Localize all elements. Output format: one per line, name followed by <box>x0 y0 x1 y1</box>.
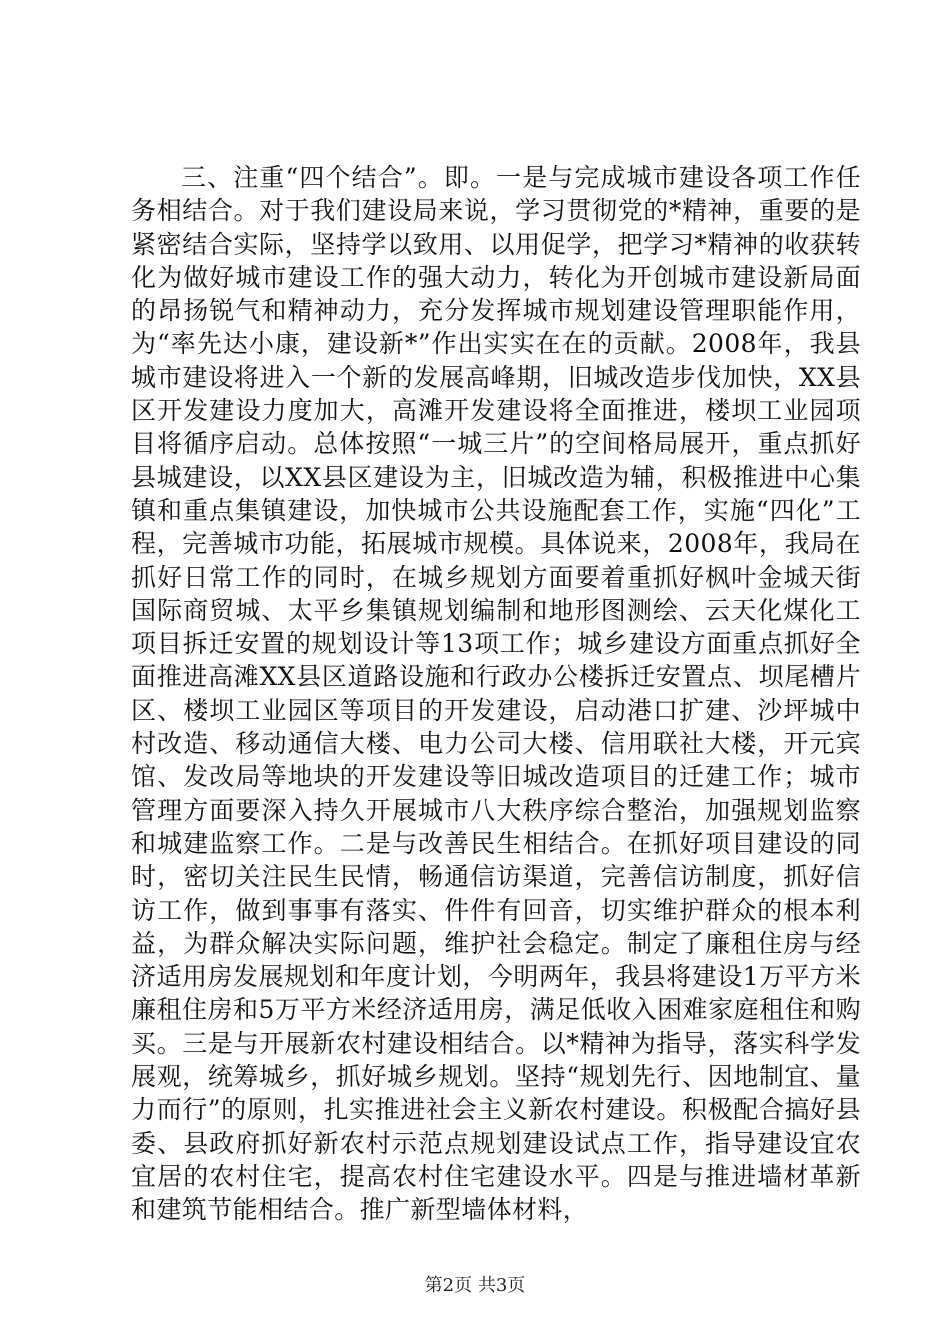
body-paragraph: 三、注重“四个结合”。即。一是与完成城市建设各项工作任务相结合。对于我们建设局来说，学习贯彻党的*精神，重要的是紧密结合实际，坚持学以致用、以用促学，把学习*精神的收获转化为做好城市建设工作的强大动力，转化为开创城市建设新局面的昂扬锐气和精神动力，充分发挥城市规划建设管理职能作用，为“率先达小康，建设新*”作出实实在在的贡献。2008年，我县城市建设将进入一个新的发展高峰期，旧城改造步伐加快，XX县区开发建设力度加大，高滩开发建设将全面推进，楼坝工业园项目将循序启动。总体按照“一城三片”的空间格局展开，重点抓好县城建设，以XX县区建设为主，旧城改造为辅，积极推进中心集镇和重点集镇建设，加快城市公共设施配套工作，实施“四化”工程，完善城市功能，拓展城市规模。具体说来，2008年，我局在抓好日常工作的同时，在城乡规划方面要着重抓好枫叶金城天街国际商贸城、太平乡集镇规划编制和地形图测绘、云天化煤化工项目拆迁安置的规划设计等13项工作；城乡建设方面重点抓好全面推进高滩XX县区道路设施和行政办公楼拆迁安置点、坝尾槽片区、楼坝工业园区等项目的开发建设，启动港口扩建、沙坪城中村改造、移动通信大楼、电力公司大楼、信用联社大楼，开元宾馆、发改局等地块的开发建设等旧城改造项目的迁建工作；城市管理方面要深入持久开展城市八大秩序综合整治，加强规划监察和城建监察工作。二是与改善民生相结合。在抓好项目建设的同时，密切关注民生民情，畅通信访渠道，完善信访制度，抓好信访工作，做到事事有落实、件件有回音，切实维护群众的根本利益，为群众解决实际问题，维护社会稳定。制定了廉租住房与经济适用房发展规划和年度计划，今明两年，我县将建设1万平方米廉租住房和5万平方米经济适用房，满足低收入困难家庭租住和购买。三是与开展新农村建设相结合。以*精神为指导，落实科学发展观，统筹城乡，抓好城乡规划。坚持“规划先行、因地制宜、量力而行”的原则，扎实推进社会主义新农村建设。积极配合搞好县委、县政府抓好新农村示范点规划建设试点工作，指导建设宜农宜居的农村住宅，提高农村住宅建设水平。四是与推进墙材革新和建筑节能相结合。推广新型墙体材料， <box>131 163 861 1225</box>
page-footer: 第2页 共3页 <box>424 1275 526 1296</box>
